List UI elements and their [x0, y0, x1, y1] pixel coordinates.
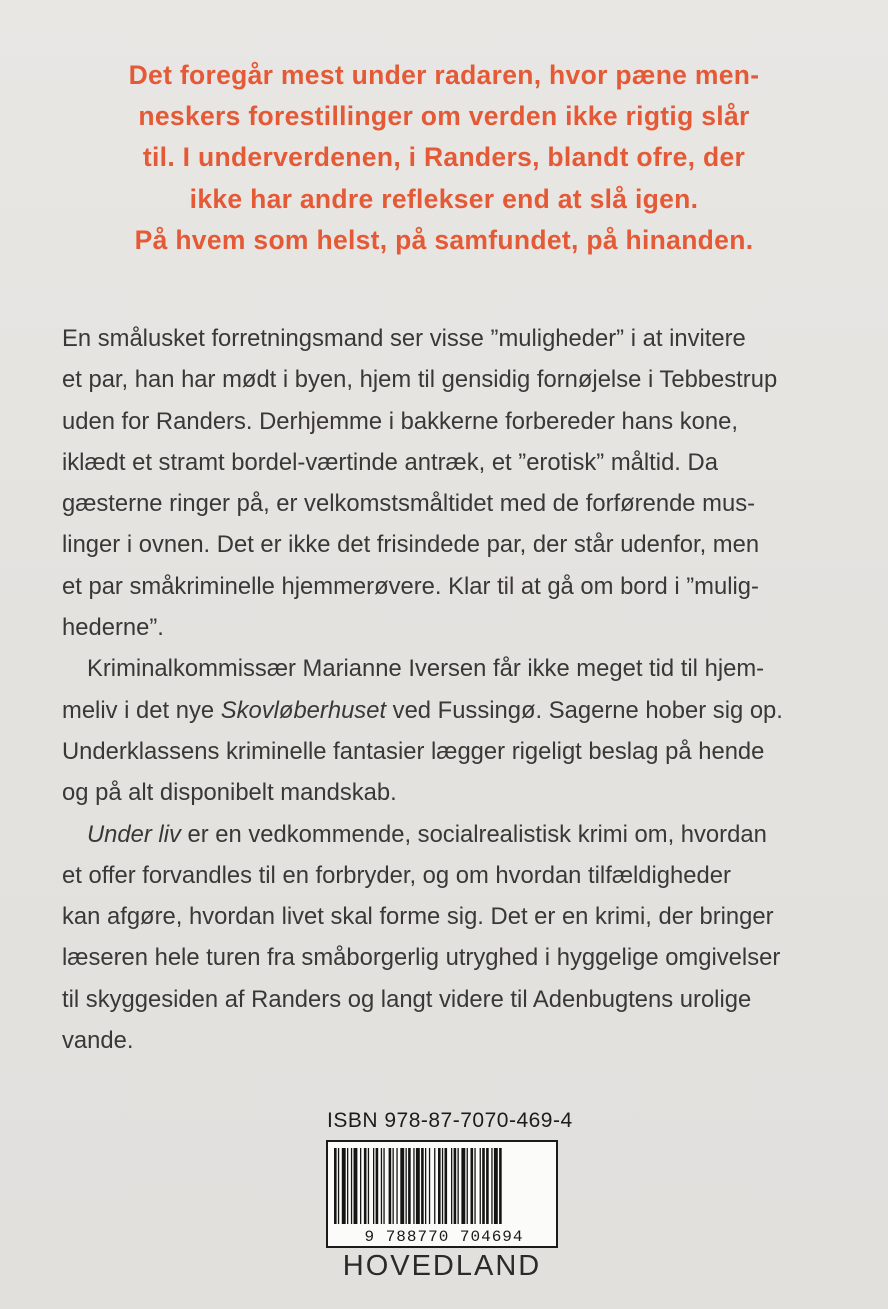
text-line: iklædt et stramt bordel-værtinde antræk, et ”erotisk” måltid. Da [62, 448, 718, 476]
text-run: ved Fussingø. Sagerne hober sig op. [386, 696, 783, 724]
synopsis [62, 318, 822, 1061]
publisher-logo: HOVEDLAND [342, 1250, 542, 1282]
text-run: meliv i det nye [62, 696, 221, 724]
text-line [62, 690, 822, 731]
text-line: et offer forvandles til en forbryder, og om hvordan tilfældigheder [62, 861, 731, 889]
blurb-line: ikke har andre reflekser end at slå igen. [189, 183, 699, 214]
text-line: kan afgøre, hvordan livet skal forme sig. Det er en krimi, der bringer [62, 903, 774, 931]
text-line: et par, han har mødt i byen, hjem til gensidig fornøjelse i Tebbestrup [62, 366, 778, 394]
text-line: læseren hele turen fra småborgerlig utryghed i hyggelige omgivelser [62, 944, 781, 972]
text-line: vande. [62, 1027, 134, 1055]
book-title-italic: Under liv [87, 820, 181, 848]
synopsis-paragraph-3 [62, 814, 822, 1062]
text-line: et par småkriminelle hjemmerøvere. Klar til at gå om bord i ”mulig- [62, 572, 759, 600]
text-line [62, 814, 822, 855]
text-line: linger i ovnen. Det er ikke det frisindede par, der står udenfor, men [62, 531, 760, 559]
synopsis-paragraph-2 [62, 648, 822, 813]
blurb-line: Det foregår mest under radaren, hvor pæne men- [128, 60, 760, 90]
text-line: gæsterne ringer på, er velkomstsmåltidet med de forførende mus- [62, 490, 756, 518]
text-line: En smålusket forretningsmand ser visse ”muligheder” i at invitere [62, 325, 746, 352]
blurb-line: neskers forestillinger om verden ikke rigtig slår [138, 101, 750, 132]
text-run: er en vedkommende, socialrealistisk krimi om, hvordan [180, 820, 767, 848]
text-line: og på alt disponibelt mandskab. [62, 779, 397, 807]
text-line: Kriminalkommissær Marianne Iversen får ikke meget tid til hjem- [87, 655, 765, 683]
text-line: til skyggesiden af Randers og langt videre til Adenbugtens urolige [62, 985, 752, 1013]
synopsis-paragraph-1 [62, 318, 822, 648]
text-line: hederne”. [62, 614, 164, 642]
barcode [326, 1140, 558, 1248]
text-line: uden for Randers. Derhjemme i bakkerne forbereder hans kone, [62, 407, 738, 435]
text-line: Underklassens kriminelle fantasier lægger rigeligt beslag på hende [62, 737, 765, 765]
blurb-line: På hvem som helst, på samfundet, på hinanden. [134, 224, 754, 255]
blurb-line: til. I underverdenen, i Randers, blandt ofre, der [142, 142, 746, 173]
isbn-label: ISBN 978-87-7070-469-4 [327, 1109, 573, 1132]
barcode-digits: 9 788770 704694 [364, 1228, 524, 1246]
blurb-quote [40, 55, 848, 261]
place-name-italic: Skovløberhuset [220, 696, 387, 724]
